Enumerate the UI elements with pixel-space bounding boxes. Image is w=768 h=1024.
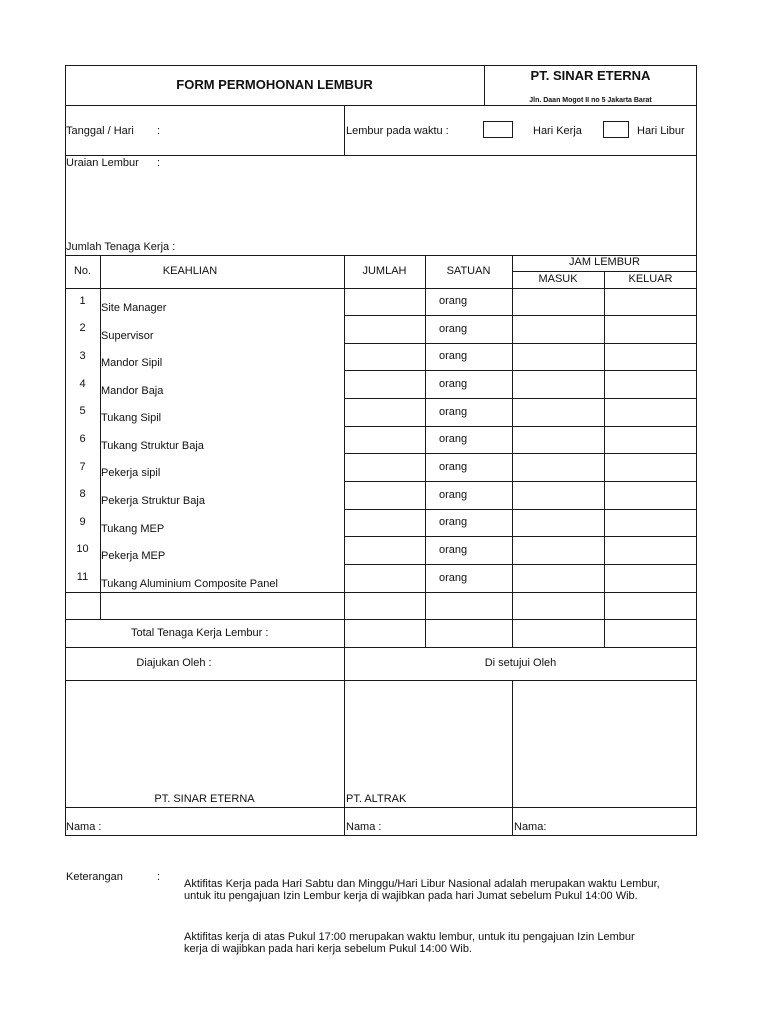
row-no: 7 (79, 461, 86, 473)
signature-company-1: PT. SINAR ETERNA (154, 793, 255, 805)
nama-field-2: Nama : (346, 821, 382, 833)
row-keahlian: Supervisor (101, 330, 154, 342)
keterangan-colon: : (157, 871, 161, 883)
row-line (344, 315, 697, 316)
signature-company-2: PT. ALTRAK (346, 793, 407, 805)
note-1-line-2: untuk itu pengajuan Izin Lembur kerja di wajibkan pada hari Jumat sebelum Pukul 14:00 Wib. (184, 890, 638, 902)
keterangan-label: Keterangan (66, 871, 123, 883)
row-keahlian: Tukang Sipil (101, 412, 162, 424)
hari-kerja-checkbox[interactable] (483, 121, 513, 138)
table-header-bottom-line (65, 288, 697, 289)
row-line (344, 481, 697, 482)
uraian-colon: : (157, 157, 161, 169)
border-right (696, 65, 697, 836)
diajukan-label: Diajukan Oleh : (136, 657, 212, 669)
approval-header-bottom-line (65, 680, 697, 681)
row-line (344, 536, 697, 537)
header-satuan: SATUAN (446, 265, 491, 277)
row-line (344, 453, 697, 454)
row-no: 1 (79, 295, 86, 307)
row-no: 11 (76, 571, 89, 583)
border-bottom (65, 835, 697, 836)
row-line (65, 592, 697, 593)
header-keahlian: KEAHLIAN (162, 265, 218, 277)
row-satuan: orang (439, 406, 468, 418)
nama-field-3: Nama: (514, 821, 547, 833)
row-line (344, 343, 697, 344)
company-name: PT. SINAR ETERNA (530, 68, 651, 83)
row-satuan: orang (439, 516, 468, 528)
col-masuk-divider (604, 271, 605, 647)
col-jumlah-divider (425, 255, 426, 647)
header-jumlah: JUMLAH (362, 265, 407, 277)
col-keahlian-divider (344, 255, 345, 647)
row-keahlian: Tukang Aluminium Composite Panel (101, 578, 278, 590)
col-satuan-divider (512, 255, 513, 647)
row-satuan: orang (439, 378, 468, 390)
total-label: Total Tenaga Kerja Lembur : (131, 627, 269, 639)
row-line (344, 426, 697, 427)
row-keahlian: Pekerja Struktur Baja (101, 495, 205, 507)
row-no: 3 (79, 350, 86, 362)
row-keahlian: Tukang MEP (101, 523, 165, 535)
tanggal-colon: : (157, 125, 161, 137)
tanggal-bottom-line (65, 155, 697, 156)
row-no: 10 (76, 543, 89, 555)
lembur-waktu-label: Lembur pada waktu : (346, 125, 449, 137)
row-no: 4 (79, 378, 86, 390)
nama-field-1: Nama : (66, 821, 102, 833)
row-line (344, 564, 697, 565)
note-2-line-2: kerja di wajibkan pada hari kerja sebelum Pukul 14:00 Wib. (184, 943, 472, 955)
border-top (65, 65, 697, 66)
approval-divider-2 (512, 680, 513, 836)
header-jam-lembur: JAM LEMBUR (569, 256, 640, 268)
row-keahlian: Mandor Baja (101, 385, 164, 397)
hari-kerja-label: Hari Kerja (533, 125, 582, 137)
row-keahlian: Pekerja MEP (101, 550, 166, 562)
row-keahlian: Tukang Struktur Baja (101, 440, 204, 452)
disetujui-label: Di setujui Oleh (484, 657, 557, 669)
header-masuk: MASUK (538, 273, 578, 285)
note-1-line-1: Aktifitas Kerja pada Hari Sabtu dan Minggu/Hari Libur Nasional adalah merupakan waktu Lembur, (184, 878, 660, 890)
row-no: 8 (79, 488, 86, 500)
row-keahlian: Mandor Sipil (101, 357, 163, 369)
row-satuan: orang (439, 323, 468, 335)
row-no: 6 (79, 433, 86, 445)
row-no: 5 (79, 405, 86, 417)
total-bottom-line (65, 647, 697, 648)
row-line (65, 619, 697, 620)
company-address: Jln. Daan Mogot II no 5 Jakarta Barat (529, 97, 652, 104)
row-satuan: orang (439, 572, 468, 584)
row-satuan: orang (439, 461, 468, 473)
header-no: No. (73, 265, 92, 277)
row-no: 2 (79, 322, 86, 334)
header-keluar: KELUAR (628, 273, 673, 285)
row-keahlian: Pekerja sipil (101, 467, 161, 479)
row-line (344, 370, 697, 371)
row-satuan: orang (439, 544, 468, 556)
row-satuan: orang (439, 433, 468, 445)
border-left (65, 65, 66, 836)
row-satuan: orang (439, 350, 468, 362)
row-line (344, 509, 697, 510)
nama-top-line (65, 807, 697, 808)
row-keahlian: Site Manager (101, 302, 167, 314)
tanggal-label: Tanggal / Hari (66, 125, 134, 137)
row-line (344, 398, 697, 399)
note-2-line-1: Aktifitas kerja di atas Pukul 17:00 merupakan waktu lembur, untuk itu pengajuan Izin Lembur (184, 931, 635, 943)
row-satuan: orang (439, 295, 468, 307)
row-no: 9 (79, 516, 86, 528)
tanggal-divider (344, 105, 345, 155)
row-satuan: orang (439, 489, 468, 501)
jumlah-tenaga-label: Jumlah Tenaga Kerja : (66, 241, 176, 253)
uraian-label: Uraian Lembur (66, 157, 139, 169)
form-title: FORM PERMOHONAN LEMBUR (176, 77, 373, 92)
hari-libur-label: Hari Libur (637, 125, 685, 137)
hari-libur-checkbox[interactable] (603, 121, 629, 138)
